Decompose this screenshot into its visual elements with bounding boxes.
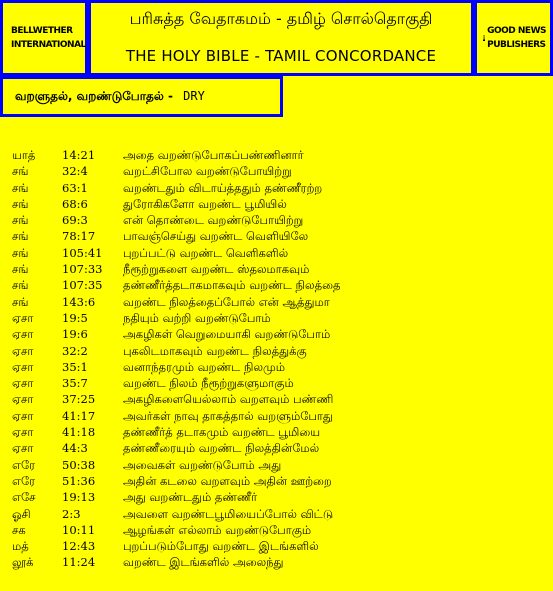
verse-text: வனாந்தரமும் வறண்ட நிலமும்	[123, 359, 286, 374]
goodnews-logo-box	[474, 0, 553, 76]
verse-reference: 19:13	[62, 490, 96, 505]
list-item	[0, 246, 553, 262]
subject-tamil: வறளுதல், வறண்டுபோதல் -	[15, 89, 173, 103]
verse-text: வறண்ட இடங்களில் அலைந்து	[123, 555, 284, 570]
verse-text: வறண்ட நிலத்தைப்போல் என் ஆத்துமா	[123, 294, 330, 309]
verse-text: அவர்கள் நாவு தாகத்தால் வறளும்போது	[123, 408, 333, 423]
list-item	[0, 148, 553, 164]
list-item	[0, 474, 553, 490]
list-item	[0, 409, 553, 425]
book-abbrev: ஏசா	[12, 425, 34, 440]
verse-reference: 107:33	[62, 262, 103, 277]
subject-english: DRY	[183, 89, 205, 103]
verse-text: புறப்பட்டு வறண்ட வெளிகளில்	[123, 245, 289, 260]
verse-text: அதின் கடலை வறளவும் அதின் ஊற்றை	[123, 473, 332, 488]
verse-reference: 107:35	[62, 278, 103, 293]
book-abbrev: ஏசா	[12, 310, 34, 325]
verse-reference: 14:21	[62, 148, 96, 162]
list-item	[0, 392, 553, 408]
list-item	[0, 164, 553, 180]
book-abbrev: சங்	[12, 294, 29, 309]
verse-text: அவைகள் வறண்டுபோம் அது	[123, 457, 282, 472]
verse-text: அகழிகள் வெறுமையாகி வறண்டுபோம்	[123, 327, 331, 342]
book-abbrev: சங்	[12, 262, 29, 277]
list-item	[0, 327, 553, 343]
book-abbrev: எரே	[12, 473, 36, 488]
book-abbrev: சங்	[12, 245, 29, 260]
list-item	[0, 344, 553, 360]
verse-reference: 105:41	[62, 245, 103, 260]
left-logo-line-1: BELLWETHER	[11, 26, 73, 36]
verse-reference: 41:17	[62, 408, 96, 423]
verse-reference: 10:11	[62, 522, 96, 537]
verse-reference: 37:25	[62, 392, 96, 407]
book-abbrev: சங்	[12, 278, 29, 293]
book-abbrev: ஓசி	[12, 506, 31, 521]
concordance-list	[0, 148, 553, 572]
book-abbrev: மத்	[12, 539, 29, 554]
list-item	[0, 278, 553, 294]
book-abbrev: ஏசா	[12, 376, 34, 391]
verse-reference: 41:18	[62, 425, 96, 440]
book-abbrev: சக	[12, 522, 26, 537]
book-abbrev: எசே	[12, 490, 36, 505]
list-item	[0, 490, 553, 506]
verse-text: நீரூற்றுகளை வறண்ட ஸ்தலமாகவும்	[123, 262, 310, 277]
verse-reference: 51:36	[62, 473, 96, 488]
book-abbrev: ஏசா	[12, 408, 34, 423]
verse-text: வறண்ட நிலம் நீரூற்றுகளுமாகும்	[123, 376, 294, 391]
list-item	[0, 229, 553, 245]
book-abbrev: ஏசா	[12, 359, 34, 374]
list-item	[0, 311, 553, 327]
list-item	[0, 539, 553, 555]
verse-text: அதை வறண்டுபோகப்பண்ணினார்	[123, 148, 304, 162]
verse-text: அகழிகளையெல்லாம் வறளவும் பண்ணி	[123, 392, 334, 407]
left-logo-line-2: INTERNATIONAL	[11, 40, 86, 50]
verse-reference: 44:3	[62, 441, 88, 456]
verse-reference: 32:4	[62, 164, 88, 179]
goodnews-emblem-icon	[483, 15, 485, 61]
title-box	[88, 0, 474, 76]
list-item	[0, 441, 553, 457]
verse-text: ஆழங்கள் எல்லாம் வறண்டுபோகும்	[123, 522, 312, 537]
list-item	[0, 425, 553, 441]
verse-reference: 11:24	[62, 555, 96, 570]
right-logo-line-2: PUBLISHERS	[487, 40, 546, 50]
verse-reference: 35:1	[62, 359, 88, 374]
verse-reference: 2:3	[62, 506, 81, 521]
verse-reference: 19:6	[62, 327, 88, 342]
list-item	[0, 181, 553, 197]
verse-reference: 78:17	[62, 229, 96, 244]
verse-reference: 143:6	[62, 294, 96, 309]
subject-heading	[15, 89, 205, 105]
list-item	[0, 458, 553, 474]
bellwether-logo	[9, 15, 86, 61]
verse-reference: 63:1	[62, 180, 88, 195]
list-item	[0, 523, 553, 539]
verse-text: துரோகிகளோ வறண்ட பூமியில்	[123, 196, 287, 211]
verse-reference: 35:7	[62, 376, 88, 391]
verse-text: புறப்படும்போது வறண்ட இடங்களில்	[123, 539, 319, 554]
book-abbrev: சங்	[12, 180, 29, 195]
verse-text: என் தொண்டை வறண்டுபோயிற்று	[123, 213, 304, 228]
right-logo-line-1: GOOD NEWS	[487, 26, 546, 36]
verse-reference: 32:2	[62, 343, 88, 358]
list-item	[0, 197, 553, 213]
verse-text: வறட்சிபோல வறண்டுபோயிற்று	[123, 164, 292, 179]
title-tamil: பரிசுத்த வேதாகமம் - தமிழ் சொல்தொகுதி	[129, 9, 433, 28]
verse-reference: 68:6	[62, 196, 88, 211]
book-abbrev: சங்	[12, 164, 29, 179]
book-abbrev: ஏசா	[12, 441, 34, 456]
verse-reference: 19:5	[62, 310, 88, 325]
verse-text: பாவஞ்செய்து வறண்ட வெளியிலே	[123, 229, 309, 244]
verse-text: தண்ணீர்த் தடாகமும் வறண்ட பூமியை	[123, 425, 321, 440]
book-abbrev: ஏசா	[12, 343, 34, 358]
book-abbrev: யாத்	[12, 148, 36, 162]
list-item	[0, 295, 553, 311]
title-english: THE HOLY BIBLE - TAMIL CONCORDANCE	[125, 47, 437, 65]
book-abbrev: எரே	[12, 457, 36, 472]
bellwether-logo-box	[0, 0, 88, 76]
subject-box	[0, 76, 283, 117]
goodnews-logo	[483, 15, 546, 61]
verse-reference: 69:3	[62, 213, 88, 228]
verse-text: நதியும் வற்றி வறண்டுபோம்	[123, 310, 271, 325]
list-item	[0, 555, 553, 571]
verse-text: தண்ணீர்த்தடாகமாகவும் வறண்ட நிலத்தை	[123, 278, 341, 293]
book-abbrev: ஏசா	[12, 392, 34, 407]
verse-text: அவளை வறண்டபூமியைப்போல் விட்டு	[123, 506, 334, 521]
book-abbrev: லூக்	[12, 555, 34, 570]
book-abbrev: சங்	[12, 196, 29, 211]
book-abbrev: சங்	[12, 213, 29, 228]
verse-text: வறண்டதும் விடாய்த்ததும் தண்ணீரற்ற	[123, 180, 323, 195]
list-item	[0, 376, 553, 392]
list-item	[0, 213, 553, 229]
list-item	[0, 262, 553, 278]
list-item	[0, 507, 553, 523]
book-abbrev: சங்	[12, 229, 29, 244]
verse-text: புகலிடமாகவும் வறண்ட நிலத்துக்கு	[123, 343, 307, 358]
verse-text: தண்ணீரையும் வறண்ட நிலத்தின்மேல்	[123, 441, 320, 456]
book-abbrev: ஏசா	[12, 327, 34, 342]
verse-reference: 50:38	[62, 457, 96, 472]
verse-text: அது வறண்டதும் தண்ணீர்	[123, 490, 258, 505]
list-item	[0, 360, 553, 376]
verse-reference: 12:43	[62, 539, 96, 554]
